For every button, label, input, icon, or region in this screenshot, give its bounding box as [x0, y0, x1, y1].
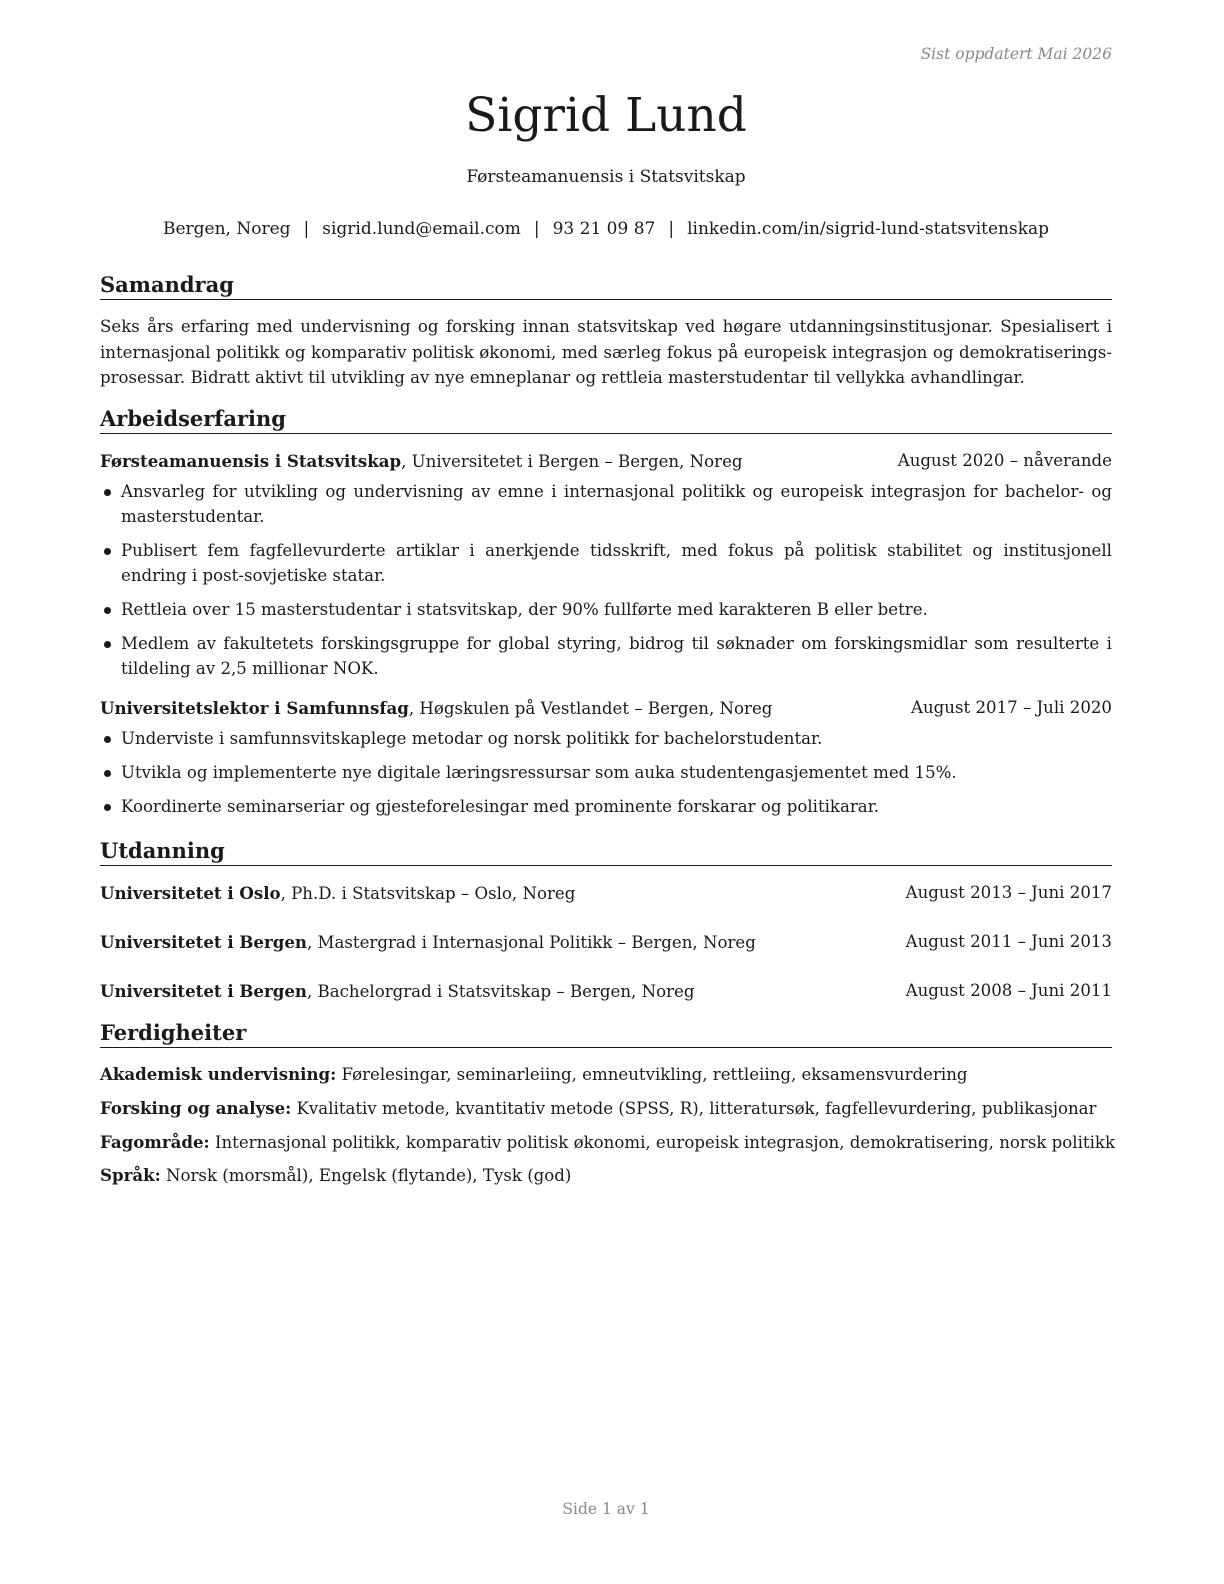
skill-label: Akademisk undervisning: — [100, 1064, 337, 1084]
section-title-skills: Ferdigheiter — [100, 1019, 1112, 1048]
job-place: , Universitetet i Bergen – Bergen, Noreg — [401, 452, 743, 471]
job-role: Universitetslektor i Samfunnsfag — [100, 698, 409, 718]
education-dates: August 2013 – Juni 2017 — [905, 883, 1112, 902]
education-dates: August 2008 – Juni 2011 — [905, 981, 1112, 1000]
separator: | — [668, 219, 675, 239]
skill-value: Norsk (morsmål), Engelsk (flytande), Tysk (god) — [160, 1166, 572, 1185]
contact-email[interactable]: sigrid.lund@email.com — [322, 219, 521, 239]
summary-text: Seks års erfaring med undervisning og forsking innan statsvitskap ved høgare utdanningsinstitusjonar. Spesialisert i internasjonal politikk og komparativ politisk økonomi, med særleg fokus på europeisk integrasjon og demokratiseringsprosessar. Bidratt aktivt til utvikling av nye emneplanar og rettleia masterstudentar til vellykka avhandlingar. — [100, 317, 1112, 387]
list-item: Utvikla og implementerte nye digitale læringsressursar som auka studentengasjementet med 15%. — [100, 760, 1112, 785]
skill-line — [100, 1163, 1130, 1188]
list-item: Koordinerte seminarseriar og gjesteforelesingar med prominente forskarar og politikarar. — [100, 794, 1112, 819]
job-dates: August 2017 – Juli 2020 — [911, 698, 1112, 717]
education-entry — [100, 979, 1112, 1004]
job-role: Førsteamanuensis i Statsvitskap — [100, 451, 402, 471]
school-name: Universitetet i Oslo — [100, 883, 281, 903]
education-entry — [100, 930, 1112, 955]
job-bullets — [100, 479, 1112, 690]
degree-detail: , Mastergrad i Internasjonal Politikk – Bergen, Noreg — [306, 933, 756, 952]
list-item: Medlem av fakultetets forskingsgruppe for global styring, bidrog til søknader om forskingsmidlar som resulterte i tildeling av 2,5 millionar NOK. — [100, 631, 1112, 681]
job-title: Førsteamanuensis i Statsvitskap — [466, 167, 746, 187]
degree-detail: , Bachelorgrad i Statsvitskap – Bergen, Noreg — [306, 982, 695, 1001]
job-header — [100, 449, 1112, 474]
skill-label: Språk: — [100, 1165, 161, 1185]
separator: | — [533, 219, 540, 239]
skill-label: Forsking og analyse: — [100, 1098, 292, 1118]
list-item: Underviste i samfunnsvitskaplege metodar og norsk politikk for bachelorstudentar. — [100, 726, 1112, 751]
contact-phone: 93 21 09 87 — [552, 219, 656, 239]
skill-line — [100, 1130, 1130, 1155]
separator: | — [303, 219, 310, 239]
section-title-education: Utdanning — [100, 837, 1112, 866]
skill-value: Kvalitativ metode, kvantitativ metode (SPSS, R), litteratursøk, fagfellevurdering, publikasjonar — [291, 1099, 1097, 1118]
skill-label: Fagområde: — [100, 1132, 210, 1152]
list-item: Publisert fem fagfellevurderte artiklar i anerkjende tidsskrift, med fokus på politisk stabilitet og institusjonell endring i post-sovjetiske statar. — [100, 538, 1112, 588]
skill-line — [100, 1096, 1130, 1121]
person-name: Sigrid Lund — [465, 88, 747, 143]
section-title-experience: Arbeidserfaring — [100, 405, 1112, 434]
section-title-summary: Samandrag — [100, 271, 1112, 300]
job-place: , Høgskulen på Vestlandet – Bergen, Noreg — [408, 699, 773, 718]
list-item: Ansvarleg for utvikling og undervisning av emne i internasjonal politikk og europeisk integrasjon for bachelor- og masterstudentar. — [100, 479, 1112, 529]
resume-page — [100, 0, 1115, 1584]
degree-detail: , Ph.D. i Statsvitskap – Oslo, Noreg — [280, 884, 576, 903]
education-entry — [100, 881, 1112, 906]
skill-value: Førelesingar, seminarleiing, emneutvikling, rettleiing, eksamensvurdering — [336, 1065, 968, 1084]
skill-line — [100, 1062, 1130, 1087]
school-name: Universitetet i Bergen — [100, 981, 307, 1001]
school-name: Universitetet i Bergen — [100, 932, 307, 952]
last-updated: Sist oppdatert Mai 2026 — [920, 45, 1112, 63]
skill-value: Internasjonal politikk, komparativ politisk økonomi, europeisk integrasjon, demokratisering, norsk politikk — [209, 1133, 1115, 1152]
job-header — [100, 696, 1112, 721]
page-number: Side 1 av 1 — [562, 1500, 650, 1518]
contact-line — [70, 219, 1142, 239]
contact-linkedin[interactable]: linkedin.com/in/sigrid-lund-statsvitenskap — [687, 219, 1050, 239]
contact-location: Bergen, Noreg — [162, 219, 291, 239]
job-bullets — [100, 726, 1112, 828]
list-item: Rettleia over 15 masterstudentar i statsvitskap, der 90% fullførte med karakteren B eller betre. — [100, 597, 1112, 622]
education-dates: August 2011 – Juni 2013 — [905, 932, 1112, 951]
job-dates: August 2020 – nåverande — [897, 451, 1112, 470]
